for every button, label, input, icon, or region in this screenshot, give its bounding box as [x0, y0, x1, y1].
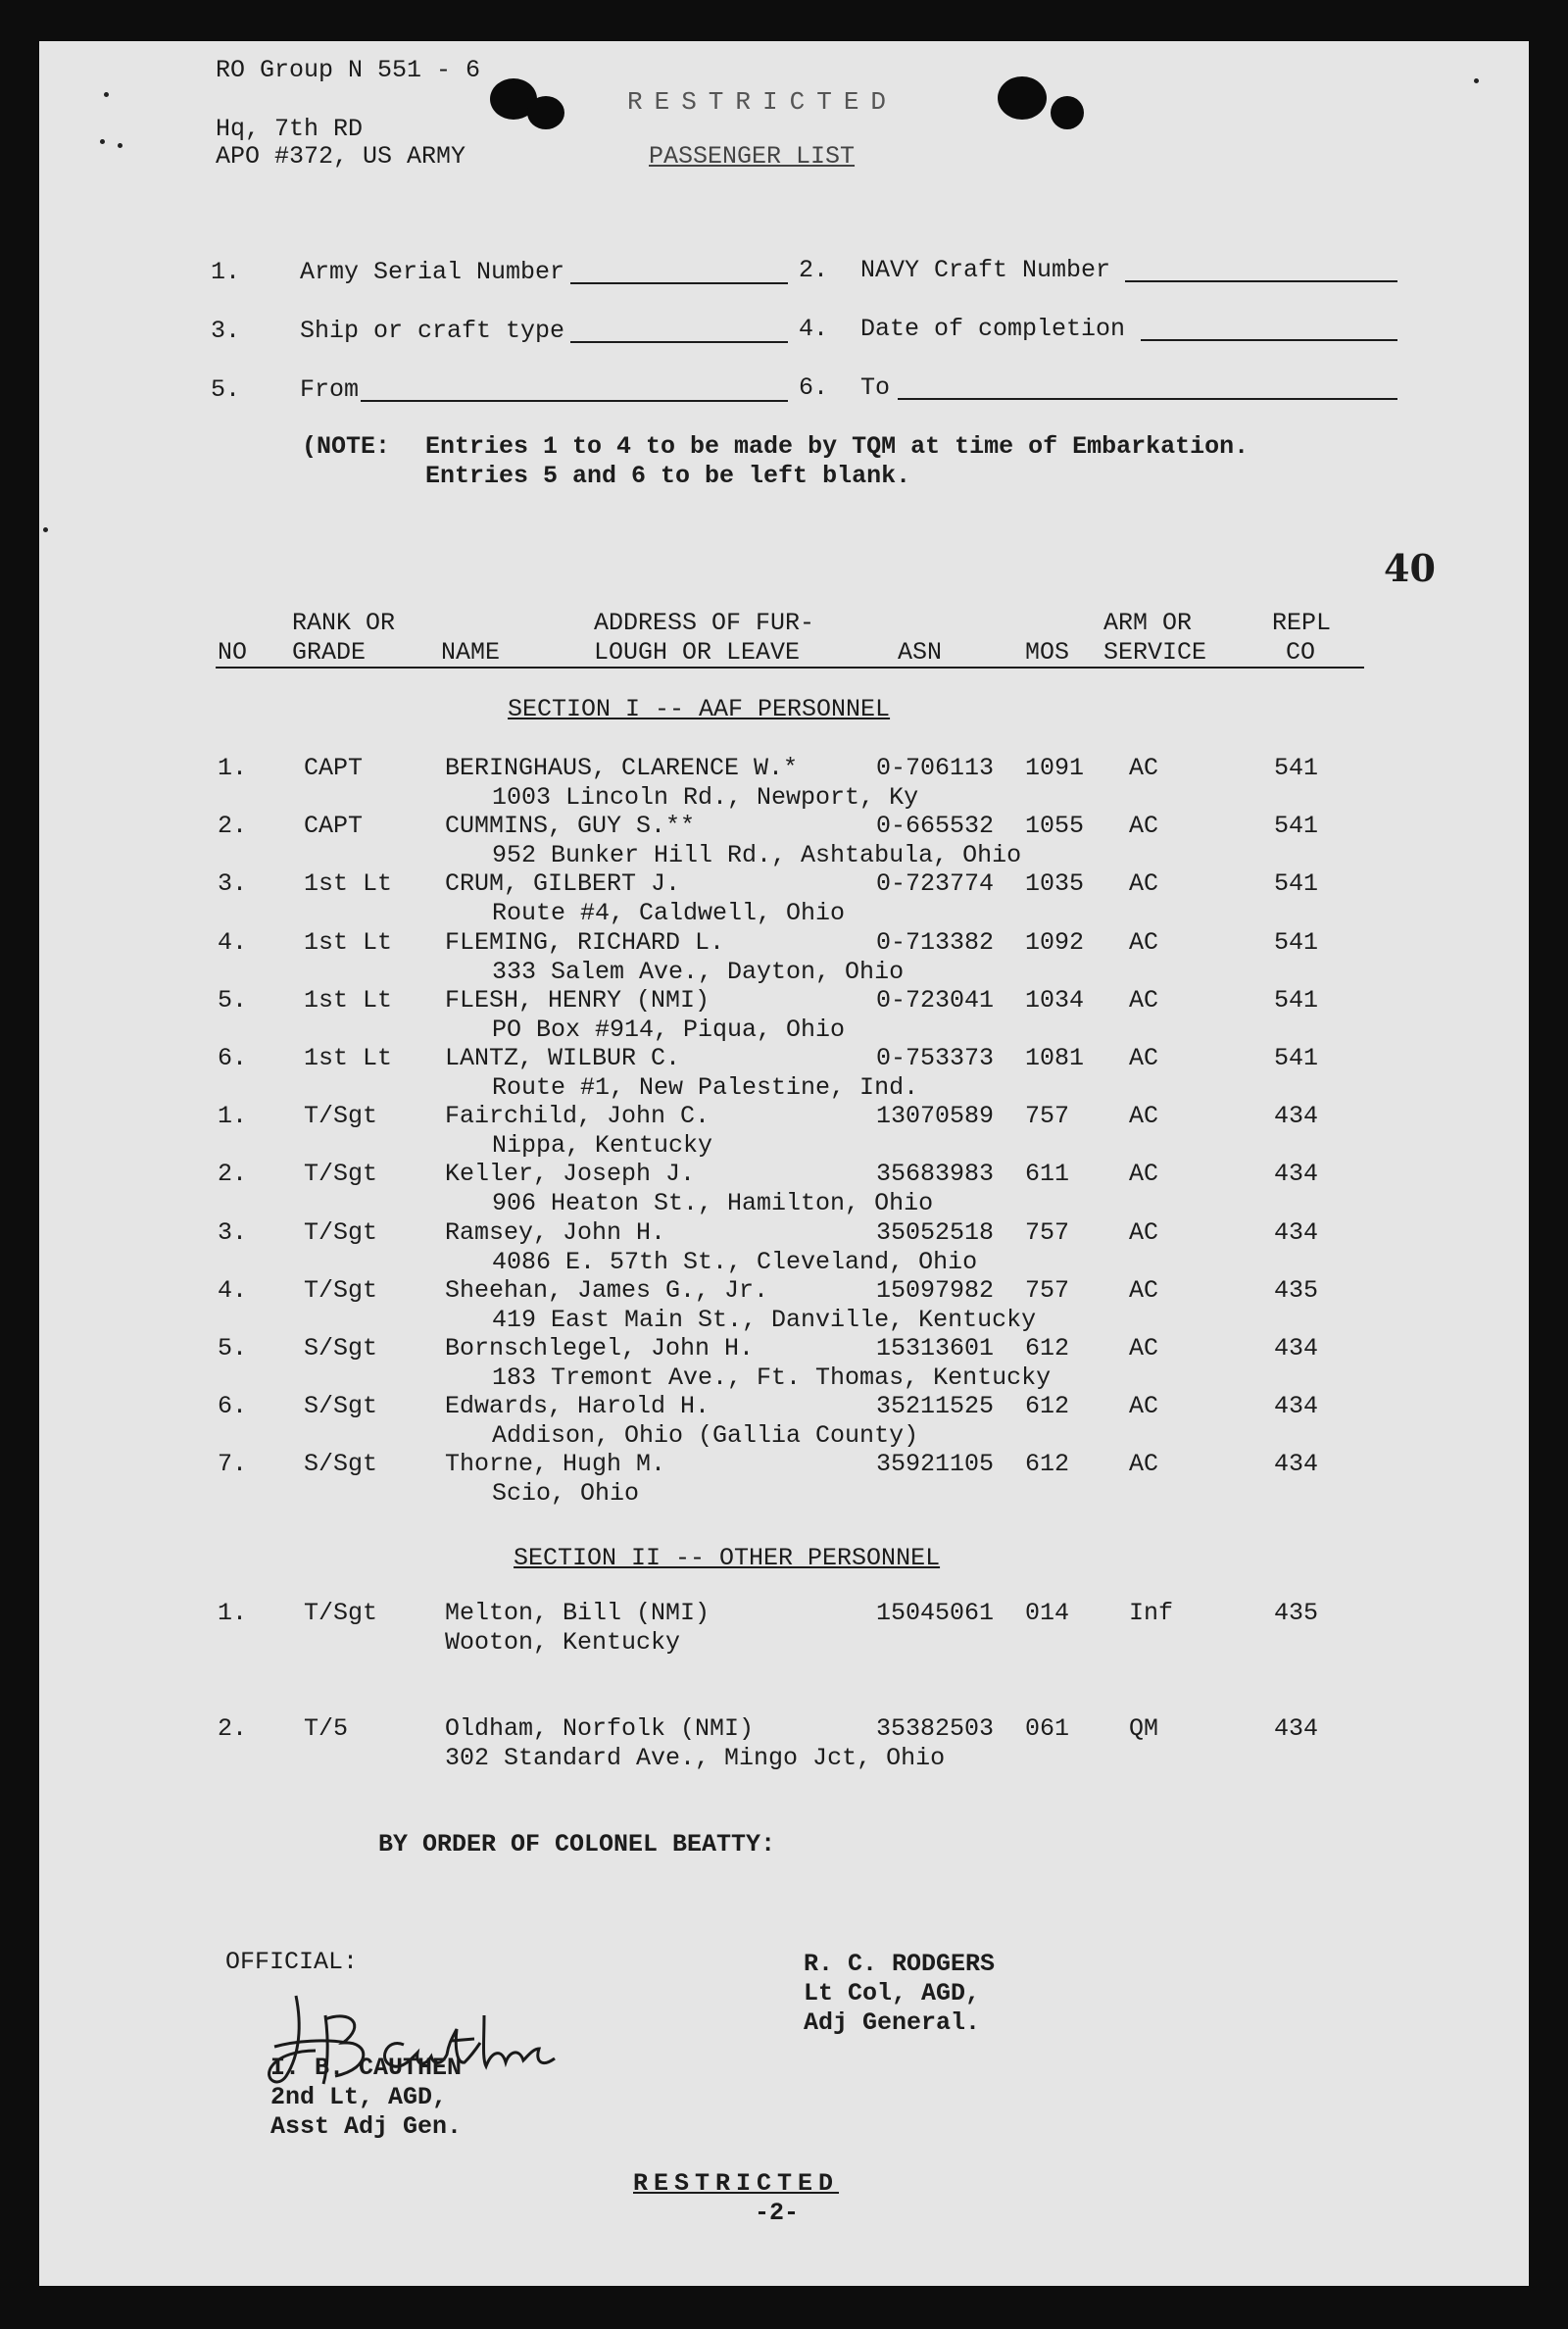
cell-name: BERINGHAUS, CLARENCE W.*: [445, 754, 799, 782]
cell-repl: 541: [1274, 1044, 1319, 1072]
cell-address: 302 Standard Ave., Mingo Jct, Ohio: [445, 1744, 946, 1772]
official-title: Asst Adj Gen.: [270, 2112, 463, 2141]
cell-mos: 612: [1025, 1334, 1070, 1363]
field-to-label: To: [860, 373, 891, 402]
cell-repl: 434: [1274, 1334, 1319, 1363]
cell-mos: 1091: [1025, 754, 1085, 782]
cell-address: 906 Heaton St., Hamilton, Ohio: [492, 1189, 934, 1218]
header-rank-2: GRADE: [292, 638, 367, 667]
cell-address: Route #4, Caldwell, Ohio: [492, 899, 846, 928]
field-to-blank: [898, 398, 1397, 400]
speck: [100, 139, 105, 144]
cell-address: 952 Bunker Hill Rd., Ashtabula, Ohio: [492, 841, 1022, 870]
cell-mos: 611: [1025, 1160, 1070, 1189]
cell-address: Wooton, Kentucky: [445, 1628, 681, 1657]
cell-name: FLEMING, RICHARD L.: [445, 927, 725, 957]
unit-line-1: Hq, 7th RD: [216, 115, 364, 143]
cell-rank: T/Sgt: [304, 1275, 378, 1305]
document-page: [39, 41, 1529, 2286]
cell-address: 333 Salem Ave., Dayton, Ohio: [492, 957, 905, 986]
cell-arm: AC: [1129, 869, 1159, 899]
cell-repl: 541: [1274, 985, 1319, 1015]
punch-hole-right: [998, 76, 1047, 120]
page-number-stamp: 40: [1384, 546, 1436, 590]
cell-no: 4.: [218, 1275, 248, 1305]
cell-rank: T/Sgt: [304, 1102, 378, 1131]
cell-repl: 434: [1274, 1160, 1319, 1189]
cell-repl: 541: [1274, 869, 1319, 899]
cell-no: 2.: [218, 1160, 248, 1189]
cell-arm: AC: [1129, 1450, 1159, 1479]
cell-arm: AC: [1129, 754, 1159, 782]
cell-asn: 15045061: [876, 1599, 995, 1627]
cell-arm: AC: [1129, 1217, 1159, 1247]
header-repl-1: REPL: [1272, 609, 1332, 637]
page-label: -2-: [755, 2199, 800, 2227]
header-arm-2: SERVICE: [1103, 638, 1207, 667]
order-line: BY ORDER OF COLONEL BEATTY:: [378, 1830, 776, 1858]
cell-address: 419 East Main St., Danville, Kentucky: [492, 1305, 1037, 1334]
cell-address: Nippa, Kentucky: [492, 1131, 713, 1161]
cell-asn: 35211525: [876, 1392, 995, 1421]
field-number: 2.: [799, 256, 829, 284]
cell-arm: AC: [1129, 1334, 1159, 1363]
cell-mos: 612: [1025, 1450, 1070, 1479]
cell-no: 3.: [218, 1217, 248, 1247]
field-ship-type-blank: [570, 341, 788, 343]
cell-no: 1.: [218, 1599, 248, 1627]
cell-repl: 434: [1274, 1714, 1319, 1743]
field-number: 1.: [211, 258, 241, 286]
cell-mos: 757: [1025, 1217, 1070, 1247]
cell-asn: 0-665532: [876, 812, 995, 841]
cell-mos: 1035: [1025, 869, 1085, 899]
field-number: 4.: [799, 315, 829, 343]
cell-no: 2.: [218, 1714, 248, 1743]
field-date-completion-label: Date of completion: [860, 315, 1126, 343]
cell-rank: T/Sgt: [304, 1160, 378, 1189]
cell-repl: 435: [1274, 1275, 1319, 1305]
group-reference: RO Group N 551 - 6: [216, 56, 481, 84]
official-label: OFFICIAL:: [225, 1948, 359, 1976]
cell-address: Route #1, New Palestine, Ind.: [492, 1073, 919, 1102]
cell-address: Scio, Ohio: [492, 1479, 640, 1509]
cell-asn: 0-706113: [876, 754, 995, 782]
header-name: NAME: [441, 638, 501, 667]
cell-name: Melton, Bill (NMI): [445, 1599, 710, 1627]
cell-no: 5.: [218, 1334, 248, 1363]
punch-hole-right-2: [1051, 96, 1084, 129]
field-number: 6.: [799, 373, 829, 402]
header-rule: [216, 667, 1364, 669]
header-address-1: ADDRESS OF FUR-: [594, 609, 815, 637]
speck: [118, 143, 122, 148]
field-ship-type-label: Ship or craft type: [300, 317, 565, 345]
cell-repl: 541: [1274, 927, 1319, 957]
field-navy-craft-label: NAVY Craft Number: [860, 256, 1111, 284]
cell-name: LANTZ, WILBUR C.: [445, 1044, 681, 1072]
signer-name: R. C. RODGERS: [804, 1950, 996, 1978]
cell-address: PO Box #914, Piqua, Ohio: [492, 1015, 846, 1044]
header-asn: ASN: [898, 638, 943, 667]
unit-line-2: APO #372, US ARMY: [216, 142, 466, 171]
cell-name: Thorne, Hugh M.: [445, 1450, 666, 1479]
cell-asn: 0-713382: [876, 927, 995, 957]
cell-arm: QM: [1129, 1714, 1159, 1743]
cell-rank: 1st Lt: [304, 869, 393, 899]
cell-rank: T/5: [304, 1714, 349, 1743]
cell-rank: 1st Lt: [304, 927, 393, 957]
cell-arm: Inf: [1129, 1599, 1174, 1627]
cell-address: 4086 E. 57th St., Cleveland, Ohio: [492, 1247, 978, 1276]
cell-rank: 1st Lt: [304, 985, 393, 1015]
cell-mos: 061: [1025, 1714, 1070, 1743]
cell-name: Sheehan, James G., Jr.: [445, 1275, 769, 1305]
cell-asn: 35052518: [876, 1217, 995, 1247]
header-repl-2: CO: [1286, 638, 1316, 667]
cell-name: CUMMINS, GUY S.**: [445, 812, 696, 841]
cell-no: 6.: [218, 1392, 248, 1421]
cell-arm: AC: [1129, 812, 1159, 841]
cell-rank: CAPT: [304, 812, 364, 841]
cell-asn: 15313601: [876, 1334, 995, 1363]
cell-repl: 541: [1274, 812, 1319, 841]
cell-asn: 0-723774: [876, 869, 995, 899]
speck: [43, 527, 48, 532]
field-date-completion-blank: [1141, 339, 1397, 341]
signer-rank: Lt Col, AGD,: [804, 1979, 981, 2007]
cell-no: 4.: [218, 927, 248, 957]
field-navy-craft-blank: [1125, 280, 1397, 282]
cell-asn: 35683983: [876, 1160, 995, 1189]
cell-rank: S/Sgt: [304, 1334, 378, 1363]
header-no: NO: [218, 638, 248, 667]
cell-no: 3.: [218, 869, 248, 899]
field-from-label: From: [300, 375, 360, 404]
official-name: I. B. CAUTHEN: [270, 2054, 463, 2082]
cell-repl: 435: [1274, 1599, 1319, 1627]
cell-rank: S/Sgt: [304, 1450, 378, 1479]
note-line-2: Entries 5 and 6 to be left blank.: [425, 462, 911, 490]
cell-rank: S/Sgt: [304, 1392, 378, 1421]
field-from-blank: [361, 400, 788, 402]
cell-name: Keller, Joseph J.: [445, 1160, 696, 1189]
speck: [104, 92, 109, 97]
classification-bottom: RESTRICTED: [633, 2169, 840, 2198]
cell-rank: T/Sgt: [304, 1217, 378, 1247]
punch-hole-left-2: [527, 96, 564, 129]
cell-rank: 1st Lt: [304, 1044, 393, 1072]
cell-no: 7.: [218, 1450, 248, 1479]
cell-repl: 541: [1274, 754, 1319, 782]
cell-asn: 0-753373: [876, 1044, 995, 1072]
cell-address: Addison, Ohio (Gallia County): [492, 1421, 919, 1451]
field-number: 3.: [211, 317, 241, 345]
field-number: 5.: [211, 375, 241, 404]
cell-arm: AC: [1129, 1160, 1159, 1189]
cell-repl: 434: [1274, 1450, 1319, 1479]
cell-name: Oldham, Norfolk (NMI): [445, 1714, 755, 1743]
header-rank-1: RANK OR: [292, 609, 396, 637]
cell-name: Fairchild, John C.: [445, 1102, 710, 1131]
cell-no: 1.: [218, 754, 248, 782]
cell-mos: 612: [1025, 1392, 1070, 1421]
speck: [1474, 78, 1479, 83]
cell-address: 183 Tremont Ave., Ft. Thomas, Kentucky: [492, 1363, 1052, 1392]
cell-asn: 35921105: [876, 1450, 995, 1479]
cell-address: 1003 Lincoln Rd., Newport, Ky: [492, 783, 919, 812]
cell-mos: 1034: [1025, 985, 1085, 1015]
cell-name: FLESH, HENRY (NMI): [445, 985, 710, 1015]
cell-repl: 434: [1274, 1392, 1319, 1421]
cell-asn: 0-723041: [876, 985, 995, 1015]
cell-mos: 1081: [1025, 1044, 1085, 1072]
cell-no: 5.: [218, 985, 248, 1015]
cell-mos: 014: [1025, 1599, 1070, 1627]
cell-arm: AC: [1129, 985, 1159, 1015]
section-2-title: SECTION II -- OTHER PERSONNEL: [514, 1544, 941, 1572]
cell-asn: 35382503: [876, 1714, 995, 1743]
cell-arm: AC: [1129, 927, 1159, 957]
header-arm-1: ARM OR: [1103, 609, 1193, 637]
cell-rank: T/Sgt: [304, 1599, 378, 1627]
cell-repl: 434: [1274, 1217, 1319, 1247]
field-army-serial-blank: [570, 282, 788, 284]
cell-no: 6.: [218, 1044, 248, 1072]
cell-rank: CAPT: [304, 754, 364, 782]
cell-asn: 13070589: [876, 1102, 995, 1131]
section-1-title: SECTION I -- AAF PERSONNEL: [508, 695, 891, 723]
cell-arm: AC: [1129, 1102, 1159, 1131]
cell-arm: AC: [1129, 1392, 1159, 1421]
cell-arm: AC: [1129, 1044, 1159, 1072]
cell-repl: 434: [1274, 1102, 1319, 1131]
cell-no: 2.: [218, 812, 248, 841]
signer-title: Adj General.: [804, 2008, 981, 2037]
cell-mos: 757: [1025, 1275, 1070, 1305]
note-line-1: Entries 1 to 4 to be made by TQM at time of Embarkation.: [425, 432, 1250, 461]
classification-top: RESTRICTED: [627, 87, 899, 117]
official-rank: 2nd Lt, AGD,: [270, 2083, 448, 2111]
field-army-serial-label: Army Serial Number: [300, 258, 565, 286]
cell-mos: 757: [1025, 1102, 1070, 1131]
cell-mos: 1092: [1025, 927, 1085, 957]
cell-asn: 15097982: [876, 1275, 995, 1305]
list-title: PASSENGER LIST: [649, 142, 856, 171]
cell-no: 1.: [218, 1102, 248, 1131]
cell-name: CRUM, GILBERT J.: [445, 869, 681, 899]
cell-name: Bornschlegel, John H.: [445, 1334, 755, 1363]
cell-mos: 1055: [1025, 812, 1085, 841]
note-label: (NOTE:: [302, 432, 391, 461]
header-mos: MOS: [1025, 638, 1070, 667]
header-address-2: LOUGH OR LEAVE: [594, 638, 801, 667]
cell-name: Edwards, Harold H.: [445, 1392, 710, 1421]
cell-arm: AC: [1129, 1275, 1159, 1305]
cell-name: Ramsey, John H.: [445, 1217, 666, 1247]
